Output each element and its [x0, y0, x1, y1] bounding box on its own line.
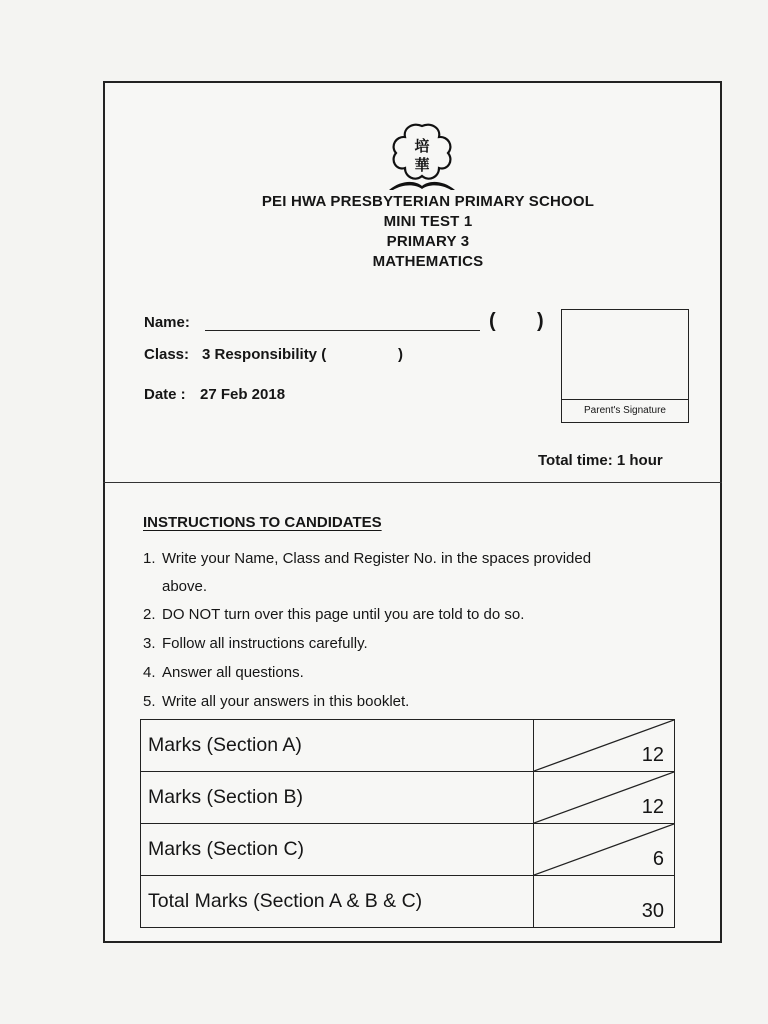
register-paren-close: )	[537, 310, 544, 332]
instruction-item: above.	[162, 578, 208, 595]
instruction-item: 1. Write your Name, Class and Register No. in the spaces provided	[143, 550, 592, 567]
section-divider	[103, 482, 722, 483]
marks-row-section-a	[141, 720, 675, 772]
name-label: Name:	[144, 314, 190, 331]
school-crest-logo	[387, 120, 457, 192]
instruction-item: 4. Answer all questions.	[143, 664, 304, 681]
svg-text:華: 華	[414, 156, 430, 174]
name-input-line[interactable]	[205, 330, 480, 331]
marks-label: Total Marks (Section A & B & C)	[141, 876, 534, 928]
test-title: MINI TEST 1	[383, 213, 473, 230]
level-title: PRIMARY 3	[386, 233, 470, 250]
class-value: 3 Responsibility (	[202, 346, 327, 363]
parent-signature-box[interactable]	[561, 309, 689, 423]
marks-total: 30	[641, 900, 664, 922]
instructions-title: INSTRUCTIONS TO CANDIDATES	[143, 514, 382, 531]
class-paren-close: )	[398, 346, 403, 363]
subject-title: MATHEMATICS	[372, 253, 484, 270]
marks-score-cell[interactable]	[534, 772, 675, 824]
class-label: Class:	[144, 346, 190, 363]
marks-score-cell[interactable]	[534, 824, 675, 876]
marks-score-cell[interactable]	[534, 720, 675, 772]
marks-label: Marks (Section B)	[141, 772, 534, 824]
instruction-item: 3. Follow all instructions carefully.	[143, 635, 368, 652]
marks-label: Marks (Section A)	[141, 720, 534, 772]
school-name: PEI HWA PRESBYTERIAN PRIMARY SCHOOL	[261, 193, 595, 210]
marks-row-total	[141, 876, 675, 928]
total-time: Total time: 1 hour	[538, 452, 663, 469]
marks-total: 12	[641, 744, 664, 766]
marks-total: 6	[652, 848, 664, 870]
instruction-item: 5. Write all your answers in this booklet.	[143, 693, 410, 710]
marks-row-section-c	[141, 824, 675, 876]
register-paren-open: (	[489, 310, 496, 332]
marks-score-cell[interactable]	[534, 876, 675, 928]
marks-total: 12	[641, 796, 664, 818]
marks-table	[140, 719, 675, 928]
signature-caption: Parent's Signature	[562, 399, 688, 422]
svg-text:培: 培	[414, 137, 430, 155]
instruction-item: 2. DO NOT turn over this page until you are told to do so.	[143, 606, 525, 623]
marks-label: Marks (Section C)	[141, 824, 534, 876]
date-label: Date :	[144, 386, 186, 403]
date-value: 27 Feb 2018	[200, 386, 286, 403]
marks-row-section-b	[141, 772, 675, 824]
